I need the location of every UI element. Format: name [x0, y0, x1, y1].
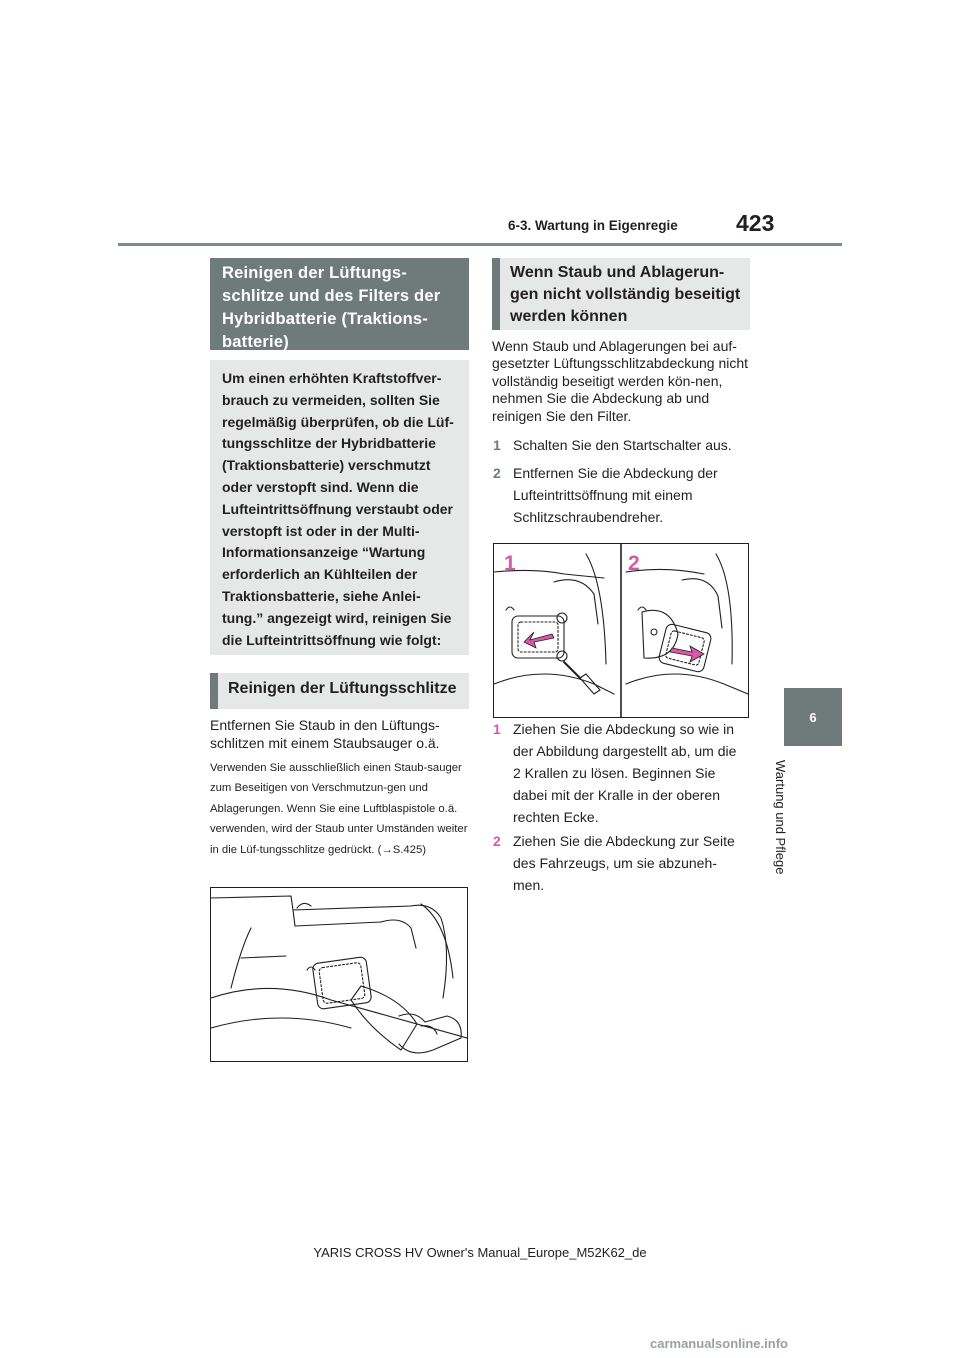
substep-text: Ziehen Sie die Abdeckung zur Seite des Fahrzeugs, um sie abzuneh-men. — [513, 833, 735, 893]
step-text: Schalten Sie den Startschalter aus. — [513, 437, 732, 453]
page-number: 423 — [736, 210, 775, 236]
vacuum-note — [210, 758, 469, 860]
footer-manual-id: YARIS CROSS HV Owner's Manual_Europe_M52K62_de — [313, 1245, 647, 1260]
heading-cleaning-slots: Reinigen der Lüftungsschlitze — [210, 673, 469, 709]
cover-removal-illustration — [493, 543, 749, 718]
figure-label-1: 1 — [504, 552, 516, 575]
chapter-title-text: Wartung und Pflege — [773, 760, 788, 875]
vacuum-illustration — [210, 887, 468, 1062]
page-ref: S.425) — [392, 843, 427, 856]
substep-number: 1 — [493, 721, 501, 737]
figure-label-2: 2 — [628, 552, 640, 575]
vacuum-drawing — [211, 888, 467, 1061]
cover-removal-drawing — [494, 544, 748, 717]
substep-2 — [493, 830, 743, 896]
filter-paragraph: Wenn Staub und Ablagerungen bei auf-gesetzter Lüftungsschlitzabdeckung nicht vollständig beseitigt werden kön-nen, nehmen Sie die Abdeckung ab und reinigen Sie den Filter. — [492, 338, 749, 424]
intro-box: Um einen erhöhten Kraftstoffver-brauch zu vermeiden, sollten Sie regelmäßig überprüfen, ob die Lüf-tungsschlitze der Hybridbatterie (Traktionsbatterie) verschmutzt oder verstopft sind. Wenn die Lufteintrittsöffnung verstaubt oder verstopft ist oder in der Multi-Informationsanzeige “Wartung erforderlich an Kühlteilen der Traktionsbatterie, siehe Anlei-tung.” angezeigt wird, reinigen Sie die Lufteintrittsöffnung wie folgt: — [210, 360, 469, 655]
substep-1 — [493, 718, 743, 828]
chapter-tab: 6 — [784, 688, 842, 746]
heading-not-removed: Wenn Staub und Ablagerun-gen nicht vollständig beseitigt werden können — [492, 258, 750, 330]
header-rule — [118, 243, 842, 246]
section-title: 6-3. Wartung in Eigenregie — [508, 218, 678, 233]
step-number: 2 — [493, 465, 501, 481]
watermark: carmanualsonline.info — [650, 1336, 788, 1351]
page-ref-arrow: → — [381, 843, 393, 856]
step-text: Entfernen Sie die Abdeckung der Lufteintrittsöffnung mit einem Schlitzschraubendreher. — [513, 465, 718, 525]
chapter-title — [766, 760, 826, 880]
substep-text: Ziehen Sie die Abdeckung so wie in der Abbildung dargestellt ab, um die 2 Krallen zu lösen. Beginnen Sie dabei mit der Kralle in der oberen rechten Ecke. — [513, 721, 737, 825]
step-number: 1 — [493, 437, 501, 453]
substep-number: 2 — [493, 833, 501, 849]
heading-cleaning-vents: Reinigen der Lüftungs-schlitze und des Filters der Hybridbatterie (Traktions-batterie) — [210, 258, 469, 350]
vacuum-paragraph: Entfernen Sie Staub in den Lüftungs-schlitzen mit einem Staubsauger o.ä. — [210, 717, 440, 751]
note-text: Verwenden Sie ausschließlich einen Staub-sauger zum Beseitigen von Verschmutzun-gen und Ablagerungen. Wenn Sie eine Luftblaspistole o.ä. verwenden, wird der Staub unter Umständen weiter in die Lüf-tungsschlitze gedrückt. ( — [210, 762, 468, 856]
step-1 — [493, 434, 743, 456]
step-2 — [493, 462, 743, 528]
